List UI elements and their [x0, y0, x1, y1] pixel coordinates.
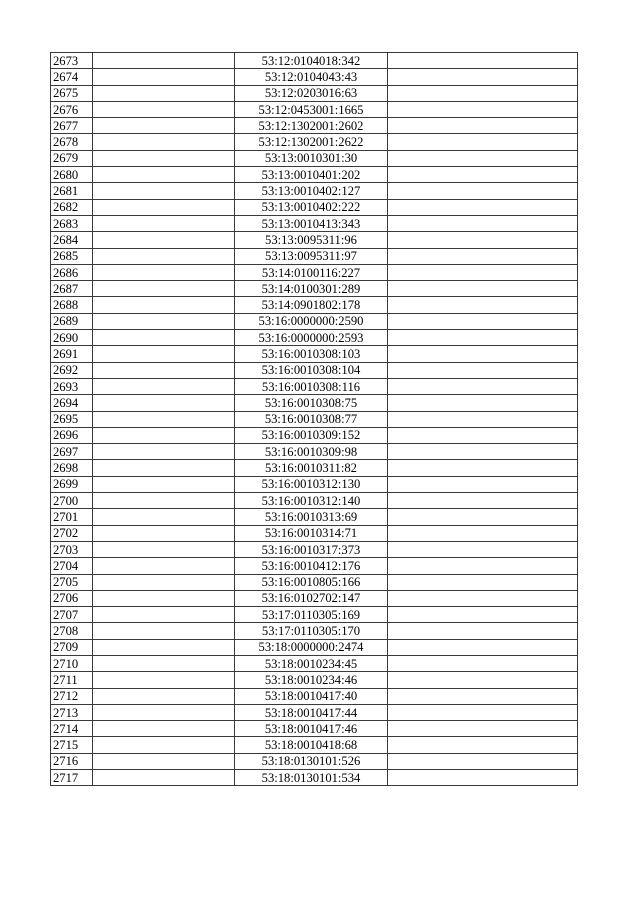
cadastral-number-cell: 53:14:0100301:289	[235, 281, 388, 297]
empty-cell	[388, 476, 578, 492]
row-number-cell: 2686	[51, 264, 93, 280]
cadastral-number-cell: 53:12:1302001:2602	[235, 118, 388, 134]
empty-cell	[388, 493, 578, 509]
empty-cell	[93, 281, 235, 297]
empty-cell	[93, 118, 235, 134]
row-number-cell: 2683	[51, 215, 93, 231]
row-number-cell: 2709	[51, 639, 93, 655]
empty-cell	[388, 232, 578, 248]
row-number-cell: 2694	[51, 395, 93, 411]
cadastral-number-cell: 53:13:0010301:30	[235, 150, 388, 166]
table-row	[51, 476, 578, 492]
cadastral-number-cell: 53:12:1302001:2622	[235, 134, 388, 150]
table-row	[51, 672, 578, 688]
empty-cell	[388, 460, 578, 476]
table-row	[51, 248, 578, 264]
cadastral-number-cell: 53:16:0010412:176	[235, 558, 388, 574]
empty-cell	[388, 248, 578, 264]
empty-cell	[93, 704, 235, 720]
empty-cell	[93, 199, 235, 215]
empty-cell	[93, 167, 235, 183]
table-row	[51, 590, 578, 606]
cadastral-number-cell: 53:13:0095311:96	[235, 232, 388, 248]
empty-cell	[93, 427, 235, 443]
cadastral-number-cell: 53:13:0095311:97	[235, 248, 388, 264]
empty-cell	[93, 330, 235, 346]
empty-cell	[388, 639, 578, 655]
empty-cell	[388, 118, 578, 134]
table-row	[51, 525, 578, 541]
empty-cell	[388, 704, 578, 720]
empty-cell	[388, 264, 578, 280]
empty-cell	[93, 770, 235, 786]
empty-cell	[388, 362, 578, 378]
empty-cell	[388, 688, 578, 704]
row-number-cell: 2706	[51, 590, 93, 606]
empty-cell	[93, 476, 235, 492]
empty-cell	[93, 509, 235, 525]
table-row	[51, 737, 578, 753]
empty-cell	[93, 232, 235, 248]
table-row	[51, 444, 578, 460]
empty-cell	[93, 313, 235, 329]
cadastral-number-cell: 53:16:0010308:75	[235, 395, 388, 411]
cadastral-number-cell: 53:12:0104043:43	[235, 69, 388, 85]
table-row	[51, 232, 578, 248]
cadastral-number-cell: 53:16:0010308:116	[235, 378, 388, 394]
cadastral-number-cell: 53:16:0010313:69	[235, 509, 388, 525]
table-row	[51, 721, 578, 737]
empty-cell	[388, 655, 578, 671]
table-row	[51, 330, 578, 346]
empty-cell	[388, 69, 578, 85]
table-row	[51, 639, 578, 655]
empty-cell	[388, 85, 578, 101]
cadastral-number-cell: 53:16:0010309:152	[235, 427, 388, 443]
row-number-cell: 2685	[51, 248, 93, 264]
empty-cell	[93, 378, 235, 394]
row-number-cell: 2697	[51, 444, 93, 460]
empty-cell	[388, 199, 578, 215]
table-row	[51, 655, 578, 671]
cadastral-number-cell: 53:12:0203016:63	[235, 85, 388, 101]
empty-cell	[388, 378, 578, 394]
cadastral-number-cell: 53:13:0010401:202	[235, 167, 388, 183]
cadastral-number-cell: 53:16:0010317:373	[235, 541, 388, 557]
empty-cell	[388, 167, 578, 183]
empty-cell	[93, 672, 235, 688]
row-number-cell: 2690	[51, 330, 93, 346]
table-row	[51, 623, 578, 639]
cadastral-number-cell: 53:18:0010234:45	[235, 655, 388, 671]
cadastral-number-cell: 53:18:0000000:2474	[235, 639, 388, 655]
empty-cell	[93, 411, 235, 427]
row-number-cell: 2715	[51, 737, 93, 753]
row-number-cell: 2691	[51, 346, 93, 362]
cadastral-number-cell: 53:13:0010402:127	[235, 183, 388, 199]
empty-cell	[93, 150, 235, 166]
cadastral-number-cell: 53:14:0100116:227	[235, 264, 388, 280]
empty-cell	[388, 721, 578, 737]
cadastral-number-cell: 53:13:0010402:222	[235, 199, 388, 215]
empty-cell	[388, 753, 578, 769]
table-row	[51, 134, 578, 150]
cadastral-table	[50, 52, 578, 786]
empty-cell	[388, 281, 578, 297]
empty-cell	[93, 134, 235, 150]
empty-cell	[93, 737, 235, 753]
empty-cell	[93, 264, 235, 280]
table-row	[51, 395, 578, 411]
cadastral-number-cell: 53:16:0000000:2593	[235, 330, 388, 346]
empty-cell	[388, 183, 578, 199]
row-number-cell: 2673	[51, 53, 93, 69]
cadastral-number-cell: 53:18:0010418:68	[235, 737, 388, 753]
empty-cell	[388, 313, 578, 329]
row-number-cell: 2688	[51, 297, 93, 313]
empty-cell	[93, 395, 235, 411]
cadastral-number-cell: 53:16:0010805:166	[235, 574, 388, 590]
row-number-cell: 2699	[51, 476, 93, 492]
table-body	[51, 53, 578, 786]
empty-cell	[388, 297, 578, 313]
row-number-cell: 2696	[51, 427, 93, 443]
cadastral-number-cell: 53:16:0010308:103	[235, 346, 388, 362]
empty-cell	[388, 411, 578, 427]
empty-cell	[388, 444, 578, 460]
cadastral-number-cell: 53:16:0010311:82	[235, 460, 388, 476]
table-row	[51, 101, 578, 117]
empty-cell	[388, 134, 578, 150]
row-number-cell: 2693	[51, 378, 93, 394]
cadastral-number-cell: 53:18:0010417:40	[235, 688, 388, 704]
cadastral-number-cell: 53:18:0010417:46	[235, 721, 388, 737]
empty-cell	[388, 590, 578, 606]
cadastral-number-cell: 53:16:0010309:98	[235, 444, 388, 460]
table-row	[51, 85, 578, 101]
table-row	[51, 460, 578, 476]
empty-cell	[93, 655, 235, 671]
row-number-cell: 2674	[51, 69, 93, 85]
cadastral-number-cell: 53:16:0010308:77	[235, 411, 388, 427]
cadastral-number-cell: 53:12:0453001:1665	[235, 101, 388, 117]
row-number-cell: 2677	[51, 118, 93, 134]
row-number-cell: 2695	[51, 411, 93, 427]
empty-cell	[93, 721, 235, 737]
empty-cell	[388, 672, 578, 688]
empty-cell	[388, 395, 578, 411]
row-number-cell: 2680	[51, 167, 93, 183]
table-row	[51, 215, 578, 231]
empty-cell	[93, 607, 235, 623]
cadastral-number-cell: 53:17:0110305:169	[235, 607, 388, 623]
empty-cell	[93, 444, 235, 460]
table-row	[51, 411, 578, 427]
empty-cell	[93, 69, 235, 85]
empty-cell	[93, 688, 235, 704]
cadastral-number-cell: 53:16:0010312:130	[235, 476, 388, 492]
table-row	[51, 183, 578, 199]
empty-cell	[93, 590, 235, 606]
row-number-cell: 2700	[51, 493, 93, 509]
cadastral-number-cell: 53:18:0010417:44	[235, 704, 388, 720]
empty-cell	[388, 427, 578, 443]
cadastral-number-cell: 53:17:0110305:170	[235, 623, 388, 639]
row-number-cell: 2713	[51, 704, 93, 720]
table-row	[51, 753, 578, 769]
row-number-cell: 2702	[51, 525, 93, 541]
empty-cell	[93, 639, 235, 655]
empty-cell	[93, 753, 235, 769]
table-row	[51, 688, 578, 704]
empty-cell	[388, 330, 578, 346]
empty-cell	[93, 623, 235, 639]
empty-cell	[388, 215, 578, 231]
table-row	[51, 118, 578, 134]
row-number-cell: 2705	[51, 574, 93, 590]
row-number-cell: 2681	[51, 183, 93, 199]
empty-cell	[93, 558, 235, 574]
empty-cell	[388, 509, 578, 525]
empty-cell	[93, 183, 235, 199]
table-row	[51, 264, 578, 280]
empty-cell	[93, 460, 235, 476]
empty-cell	[93, 248, 235, 264]
row-number-cell: 2708	[51, 623, 93, 639]
table-row	[51, 297, 578, 313]
row-number-cell: 2707	[51, 607, 93, 623]
table-row	[51, 69, 578, 85]
cadastral-number-cell: 53:16:0102702:147	[235, 590, 388, 606]
row-number-cell: 2714	[51, 721, 93, 737]
empty-cell	[93, 297, 235, 313]
table-row	[51, 313, 578, 329]
table-row	[51, 509, 578, 525]
table-row	[51, 150, 578, 166]
empty-cell	[388, 101, 578, 117]
table-row	[51, 574, 578, 590]
row-number-cell: 2676	[51, 101, 93, 117]
cadastral-number-cell: 53:16:0010314:71	[235, 525, 388, 541]
table-row	[51, 346, 578, 362]
empty-cell	[93, 346, 235, 362]
row-number-cell: 2717	[51, 770, 93, 786]
row-number-cell: 2689	[51, 313, 93, 329]
empty-cell	[388, 541, 578, 557]
cadastral-number-cell: 53:16:0010308:104	[235, 362, 388, 378]
table-row	[51, 167, 578, 183]
table-row	[51, 427, 578, 443]
empty-cell	[93, 85, 235, 101]
row-number-cell: 2701	[51, 509, 93, 525]
table-row	[51, 199, 578, 215]
row-number-cell: 2711	[51, 672, 93, 688]
empty-cell	[388, 525, 578, 541]
cadastral-number-cell: 53:18:0010234:46	[235, 672, 388, 688]
row-number-cell: 2704	[51, 558, 93, 574]
table-row	[51, 281, 578, 297]
table-row	[51, 493, 578, 509]
empty-cell	[388, 607, 578, 623]
empty-cell	[388, 623, 578, 639]
cadastral-number-cell: 53:16:0000000:2590	[235, 313, 388, 329]
table-row	[51, 378, 578, 394]
empty-cell	[388, 346, 578, 362]
table-row	[51, 362, 578, 378]
table-row	[51, 770, 578, 786]
row-number-cell: 2682	[51, 199, 93, 215]
cadastral-number-cell: 53:18:0130101:526	[235, 753, 388, 769]
row-number-cell: 2684	[51, 232, 93, 248]
row-number-cell: 2678	[51, 134, 93, 150]
empty-cell	[93, 574, 235, 590]
table-row	[51, 541, 578, 557]
table-row	[51, 53, 578, 69]
empty-cell	[93, 525, 235, 541]
row-number-cell: 2687	[51, 281, 93, 297]
table-row	[51, 558, 578, 574]
row-number-cell: 2710	[51, 655, 93, 671]
cadastral-number-cell: 53:13:0010413:343	[235, 215, 388, 231]
empty-cell	[93, 362, 235, 378]
row-number-cell: 2703	[51, 541, 93, 557]
cadastral-number-cell: 53:12:0104018:342	[235, 53, 388, 69]
empty-cell	[93, 541, 235, 557]
row-number-cell: 2712	[51, 688, 93, 704]
empty-cell	[93, 215, 235, 231]
table-row	[51, 704, 578, 720]
empty-cell	[93, 493, 235, 509]
row-number-cell: 2679	[51, 150, 93, 166]
table-row	[51, 607, 578, 623]
empty-cell	[93, 101, 235, 117]
empty-cell	[388, 770, 578, 786]
empty-cell	[388, 53, 578, 69]
cadastral-number-cell: 53:16:0010312:140	[235, 493, 388, 509]
cadastral-number-cell: 53:14:0901802:178	[235, 297, 388, 313]
row-number-cell: 2692	[51, 362, 93, 378]
row-number-cell: 2675	[51, 85, 93, 101]
row-number-cell: 2698	[51, 460, 93, 476]
empty-cell	[388, 574, 578, 590]
empty-cell	[388, 558, 578, 574]
row-number-cell: 2716	[51, 753, 93, 769]
cadastral-number-cell: 53:18:0130101:534	[235, 770, 388, 786]
empty-cell	[388, 150, 578, 166]
empty-cell	[93, 53, 235, 69]
empty-cell	[388, 737, 578, 753]
